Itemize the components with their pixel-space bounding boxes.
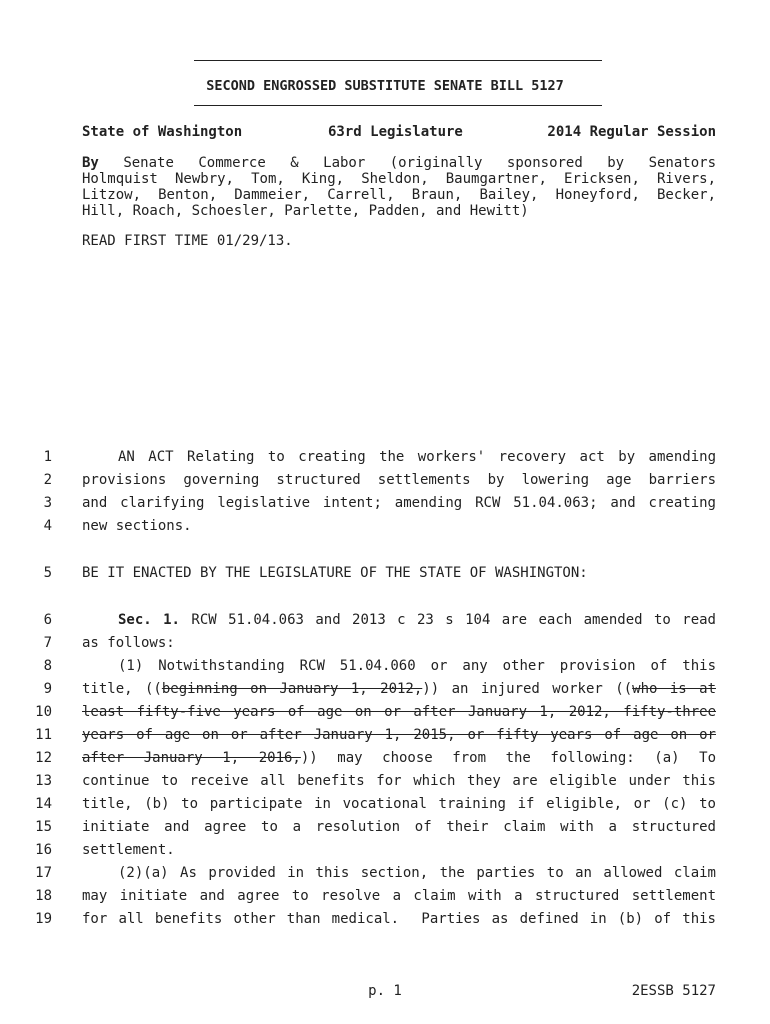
state-label: State of Washington <box>82 124 243 140</box>
line-text: may initiate and agree to resolve a claim with a structured settlement <box>82 888 716 904</box>
line-text: for all benefits other than medical. Parties as defined in (b) of this <box>82 911 716 927</box>
sponsors-block <box>82 155 716 219</box>
line-text: Sec. 1. RCW 51.04.063 and 2013 c 23 s 104 are each amended to read <box>118 612 716 628</box>
struck-text: who is at <box>632 681 716 697</box>
line-number: 7 <box>43 635 52 651</box>
line-text: (1) Notwithstanding RCW 51.04.060 or any other provision of this <box>118 658 716 674</box>
line-text: continue to receive all benefits for which they are eligible under this <box>82 773 716 789</box>
bill-line <box>0 678 770 701</box>
bill-line <box>0 747 770 770</box>
line-number: 15 <box>35 819 52 835</box>
by-label: By <box>82 155 99 171</box>
bill-line <box>0 724 770 747</box>
sponsors-line: Holmquist Newbry, Tom, King, Sheldon, Baumgartner, Ericksen, Rivers, <box>82 171 716 187</box>
sponsors-line: Hill, Roach, Schoesler, Parlette, Padden, and Hewitt) <box>82 203 529 219</box>
line-text: provisions governing structured settlements by lowering age barriers <box>82 472 716 488</box>
line-text: as follows: <box>82 635 175 651</box>
bill-line <box>0 839 770 862</box>
bill-line <box>0 793 770 816</box>
line-number: 12 <box>35 750 52 766</box>
struck-text: after January 1, 2016, <box>82 750 301 766</box>
bill-line <box>0 885 770 908</box>
line-number: 5 <box>43 565 52 581</box>
line-number: 2 <box>43 472 52 488</box>
bill-line <box>0 655 770 678</box>
line-number: 4 <box>43 518 52 534</box>
read-first-time: READ FIRST TIME 01/29/13. <box>82 233 293 249</box>
line-text: new sections. <box>82 518 192 534</box>
line-number: 6 <box>43 612 52 628</box>
line-number: 11 <box>35 727 52 743</box>
line-number: 17 <box>35 865 52 881</box>
line-number: 13 <box>35 773 52 789</box>
top-rule <box>194 60 602 61</box>
line-number: 1 <box>43 449 52 465</box>
line-number: 10 <box>35 704 52 720</box>
bill-line <box>0 908 770 931</box>
bill-line <box>0 562 770 585</box>
page-number: p. 1 <box>368 983 402 999</box>
line-number: 3 <box>43 495 52 511</box>
line-number: 16 <box>35 842 52 858</box>
struck-text: years of age on or after January 1, 2015, or fifty years of age on or <box>82 727 716 743</box>
legislature-label: 63rd Legislature <box>328 124 463 140</box>
bill-line <box>0 701 770 724</box>
line-text: title, (b) to participate in vocational training if eligible, or (c) to <box>82 796 716 812</box>
struck-text: least fifty-five years of age on or after January 1, 2012, fifty-three <box>82 704 716 720</box>
bill-line <box>0 492 770 515</box>
line-text: after January 1, 2016,)) may choose from the following: (a) To <box>82 750 716 766</box>
section-label: Sec. 1. <box>118 612 180 628</box>
title-rule <box>194 105 602 106</box>
line-number: 9 <box>43 681 52 697</box>
bill-line <box>0 632 770 655</box>
bill-line <box>0 515 770 538</box>
bill-line <box>0 816 770 839</box>
session-label: 2014 Regular Session <box>547 124 716 140</box>
bill-id: 2ESSB 5127 <box>631 983 716 999</box>
line-text: (2)(a) As provided in this section, the parties to an allowed claim <box>118 865 716 881</box>
enacting-clause: BE IT ENACTED BY THE LEGISLATURE OF THE STATE OF WASHINGTON: <box>82 565 588 581</box>
sponsors-line: Litzow, Benton, Dammeier, Carrell, Braun, Bailey, Honeyford, Becker, <box>82 187 716 203</box>
line-number: 8 <box>43 658 52 674</box>
session-header <box>82 124 716 142</box>
line-text: title, ((beginning on January 1, 2012,)) an injured worker ((who is at <box>82 681 716 697</box>
bill-line <box>0 609 770 632</box>
struck-text: beginning on January 1, 2012, <box>161 681 423 697</box>
bill-line <box>0 469 770 492</box>
bill-line <box>0 770 770 793</box>
bill-title: SECOND ENGROSSED SUBSTITUTE SENATE BILL 5127 <box>206 78 564 94</box>
line-text: settlement. <box>82 842 175 858</box>
line-number: 19 <box>35 911 52 927</box>
line-number: 14 <box>35 796 52 812</box>
bill-line <box>0 446 770 469</box>
line-text: initiate and agree to a resolution of their claim with a structured <box>82 819 716 835</box>
line-number: 18 <box>35 888 52 904</box>
bill-line <box>0 862 770 885</box>
sponsors-line: By Senate Commerce & Labor (originally sponsored by Senators <box>82 155 716 171</box>
line-text: and clarifying legislative intent; amending RCW 51.04.063; and creating <box>82 495 716 511</box>
line-text: AN ACT Relating to creating the workers' recovery act by amending <box>118 449 716 465</box>
